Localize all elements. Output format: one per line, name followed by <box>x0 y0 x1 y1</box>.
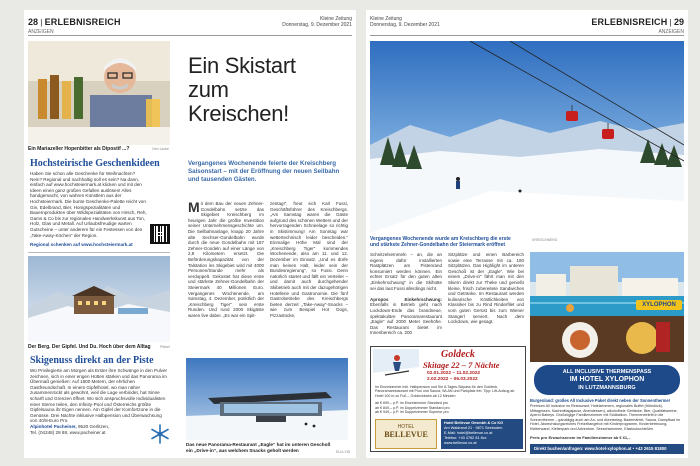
right-col-2: Sitzplätze und einen Barbereich sowie eine Terrasse mit ca. 180 Sitzplätzen. Das Highlight im unteren Geschoß ist der „Eagle“. Wie bei einem „Drive-in“ fährt man mit den Skiern direkt zur Theke und genießt kleine, frisch zubereitete Sandwiches und Getränke. Im Restaurant werden kulinarische Köstlichkeiten von Klassiker bis zu Rind Rinderfilet und vom guten Gerüst bis zum Wiener Stangerl serviert. Nach dem Lockdown, wie gesagt. <box>448 252 524 325</box>
main-caption: Vergangenes Wochenende wurde am Kreischberg die erste und stärkste Zehner-Gondelbahn der Steiermark eröffnet <box>370 236 511 248</box>
xylophon-price: Preis pro Erwachsenem im Familienzimmer ab € 61,– <box>530 435 631 440</box>
contact-tel: Tel. (04248) 28 88, www.pacheiner.at <box>30 429 106 435</box>
goldeck-ad[interactable] <box>370 346 526 452</box>
ad2-body: Wo Privilegierte am Morgen als Erster ihre Schwünge in den Pulver zeichnen, sich in einer engen Hütten stärken und das Panorama im Übermaß genießen: Auf 1800 Metern, der ehrlichen Gastfreundschaft. In einem Gipfelhotel, wo man näher zusammenrückt als gewohnt, weil die Lage verbindet, hat Sinne scharft und Grenzen öffnet. Wo sich anspruchsvolle Individualisten einer Sterne teilen, den Infinity-Pool und Österreichs größte Gipfelsauna ihr Eigen nennen. Am Gipfel der Komfortzone in die Genüsse. Drei Nächte inklusive Halbpension und Überwachsung von 40/8-Euro Pro. <box>30 368 168 424</box>
paper-info-right: Kleine Zeitung Donnerstag, 9. Dezember 2021 <box>370 16 440 28</box>
ad2-contact <box>30 424 148 435</box>
bellevue-contact[interactable]: Hotel Bellevue Gesmbh & Co KG Am Waldrand 21 · 9871 Seeboden E-Mail: hotel@bellevue.co.at Telefon: +43 4762 81 8xx www.bellevue.co.at <box>441 419 523 449</box>
right-folio: ERLEBNISREICH | 29 <box>591 17 684 27</box>
article-col-2: zentag!“, freut sich Karl Fussi, Geschäftsführer des Kreischbergs. „Am Samstag waren die Gäste aufgrund des schönen Wetters und der hervorragenden Schneelage so richtig in Skistimmung! Am Sonntag war wettertechnisch leider bescheiden.“ Einmalige Höhe Mal sind der „Kreischberg Tiger“ kommendes Wochenende, also am 11. und 12. Dezember im Einsatz. „Und es dürfe man keinen Halt, leider sein der Bundesregierung“, so Fussi. Denn natürlich startet und fällt ein Verteiler – und damit auch durchgehender Skibetrieb auch mit der dazugehörigen Hotellerie und Gastronomie. Die fünf Gastrobetriebe des Kreischbergs bieten derzeit „Take-Away“-Snacks – wie zum Beispiel Hot Dogs, Pizzastücke, <box>270 201 348 318</box>
ad1-link[interactable]: Regional schenken auf www.hochsteiermark.at <box>30 242 133 247</box>
restaurant-caption: Das neue Panorama-Restaurant „Eagle“ hat im unteren Geschoß ein „Drive-in“, aus welchem Snacks geholt werden <box>186 442 331 453</box>
main-credit: KREISCHBERG <box>532 238 558 242</box>
xylophon-sign: XYLOPHON <box>636 300 682 310</box>
paper-info: Kleine Zeitung Donnerstag, 9. Dezember 2021 <box>282 16 352 28</box>
article-lead: Vergangenes Wochenende feierte der Kreischberg Saisonstart – mit der Eröffnung der neuen Seilbahn und tausenden Gästen. <box>188 160 340 183</box>
ads-label-right: ANZEIGEN <box>658 29 684 35</box>
alpinhotel-photo <box>28 256 170 342</box>
bellevue-logo: HOTEL BELLEVUE <box>375 419 437 449</box>
xylophon-banner[interactable]: ALL INCLUSIVE THERMENSPASS IM HOTEL XYLOPHON IN LUTZMANNSBURG <box>534 365 680 395</box>
page-number: 28 <box>28 17 39 27</box>
skier-illustration <box>373 349 419 383</box>
qr-code[interactable] <box>150 224 170 244</box>
ressort-title: ERLEBNISREICH <box>44 17 121 27</box>
article-col-1: Mit dem Bau der neuen Zehner-Gondelbahn setzte das Skigebiet Kreischberg im heurigen Jahr die größte Investition seiner Unternehmensgeschichte um. Die Seilbahnanlage, knapp 20 Jahre alte Sechser-Gondelbahn wurde durch die neue Gondelbahn mit 187 Zehner-Gondeln auf einer Länge von 2,8 Kilometern ersetzt. Die Beförderungskapazität von der Talstation ins Skigebiet wird mit 4000 Personen/Stunde mehr als verdoppelt. Gekostet hat diese erste und stärkste Zehner-Gondelbahn der Steiermark 40 Millionen Euro. Vergangenes Wochenende, am Samstag, 4. Dezember, pünktlich der „Kreischberg Tiger“ sein erste Runden. Und rund 2000 Skigäste waren live dabei. „Es war ein Spit- <box>188 199 264 318</box>
goldeck-name: Goldeck <box>441 349 475 360</box>
snowflake-logo <box>150 424 170 444</box>
ad2-credit: Pibbel <box>160 345 170 349</box>
contact-line: 9520 Gerlitzen, <box>78 424 110 429</box>
restaurant-credit: ELIA VID <box>336 450 351 454</box>
xylophon-food-photo <box>530 316 684 362</box>
ad-divider <box>28 252 170 253</box>
header-rule <box>28 35 352 36</box>
ressort-title-right: ERLEBNISREICH <box>591 17 668 27</box>
ad1-title: Hochsteirische Geschenkideen <box>30 158 160 169</box>
xylophon-body: Premium All Inclusive im Restaurant, Hotelzimmern, regionales Buffet (frühstück), Mittagessen, Nachmittagsjause, Abendessen), alkoholfreie Getränke, Bier, Qualitätsweine, Aperol Babeys. Großzügige Familienzimmer mit Südbalkon. Thermeneintritt in die Sonnentherme – ganztägig auch am An- und Abreisetag. Bademäntel, Sauna, Dampfbad im Hotel. Abwechslungsreiches Freizeitangebot mit Kinderprogramm, Kinderbetreuung, Kletterwand, Kletterpark und Adventure. Seeschwimmen, Eisstockschießen. <box>530 404 681 431</box>
ad1-credit: Gen Lacke <box>152 147 169 151</box>
goldeck-prices: ab € 699,– p.P. im Einzelzimmer Standard pro ab € 849,– p.P. im Doppelzimmer Standard pro ab € 949,– p.P. im Doppelzimmer Superior pro <box>375 401 450 415</box>
goldeck-dates-1: 02.01.2022 – 11.02.2022 <box>427 371 481 376</box>
right-page <box>366 10 688 458</box>
dropcap: M <box>188 199 200 215</box>
right-col-1: Schnitzelsemmeln – an, die an eigens dafür installierten Rastplätzen am Pistenrand konsumiert werden können. Ein echter Ersatz für den guten alten „Einkehrschwung“ in die Skihütte sei das laut Fussi allerdings nicht. Apropos Einkehrschwung: Ebenfalls in Betrieb geht nach Lockdown-Ende das brandneue, spektakuläre Panoramarestaurant „Eagle“ auf 2000 Meter Seehöhe. Das Restaurant bietet im Innenbereich ca. 200 <box>370 252 442 336</box>
contact-name: Alpinhotel Pacheiner, <box>30 424 77 429</box>
goldeck-offer: Skitage 22 – 7 Nächte <box>423 360 500 370</box>
xylophon-headline: Burgenland: großes All Inclusive Paket direkt neben der Sonnentherme! <box>530 398 670 403</box>
ad1-caption: Ein Mariazeller Hopenbitter als Dipostif ...? <box>28 146 130 152</box>
left-folio: 28 | ERLEBNISREICH <box>28 17 121 27</box>
ads-label: ANZEIGEN <box>28 29 54 35</box>
gondola-photo <box>370 41 684 233</box>
ad1-body: Haben Sie schon alle Geschenke für Weihnachten? Nein? Regional und nachhaltig soll es sein? Na dann, einfach auf www.hochsteiermark.at klicken und mit den Ideen einen ganz großen Gefallen auslösen! Alles handgemacht, von wahren Künstlern aus der Hochsteiermark. Die bunte Geschenke-Palette reicht von Gin, Edelbrand, Bier, Honigspezialitäten und Bauernprodukten über Wildspezialitäten von Hirsch, Reh, Gams & Co bis zur regionalen Handwerkskunst aus Ton, Holz, Glas und Metall. Auf Urlaubsfreudige warten Gutscheine – unter anderem für ein Festessen von den „Take-Away-Köchen“ der Region. <box>30 171 147 238</box>
ad2-title: Skigenuss direkt an der Piste <box>30 355 154 366</box>
article-headline: Ein Skistart zum Kreischen! <box>188 53 296 126</box>
hopenbitter-photo <box>28 41 170 145</box>
header-rule-right <box>370 35 684 36</box>
page-number-right: 29 <box>673 17 684 27</box>
goldeck-detail: Im Einzelzimmer inkl. Halbpension und Sie 8-Tages-Skipass für den Goldeck. Panoramarestaurant mit Pool und Sauna; WLAN und Parkplatz frei. Tipp: Lift-Aufzug ab Hotel 100 m zu Fuß – Goldeckbahn ab 12 Minuten <box>375 385 515 398</box>
restaurant-photo <box>186 358 348 440</box>
goldeck-dates-2: 2.02.2022 – 06.03.2022 <box>427 377 478 382</box>
ad2-caption: Der Berg. Der Gipfel. Und Du. Hoch über dem Alltag <box>28 344 151 350</box>
xylophon-booking-link[interactable]: Direkt buchen/anfragen: www.hotel-xylophon.at • +43 2615 81800 <box>530 444 684 454</box>
left-page <box>24 10 356 458</box>
